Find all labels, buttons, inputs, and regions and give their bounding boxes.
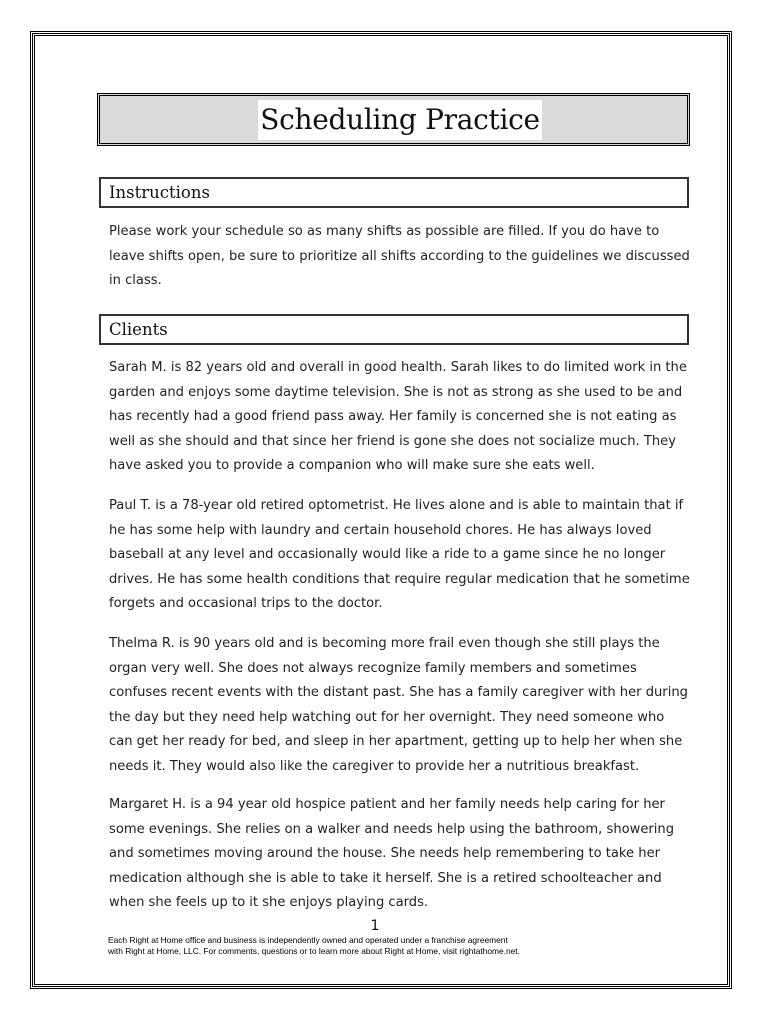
text-line: baseball at any level and occasionally would like a ride to a game since he no longer	[109, 547, 666, 562]
client-paragraph-sarah	[109, 356, 699, 479]
text-line: can get her ready for bed, and sleep in her apartment, getting up to help her when she	[109, 734, 683, 749]
text-line: in class.	[109, 273, 162, 288]
text-line: garden and enjoys some daytime television. She is not as strong as she used to be and	[109, 384, 683, 400]
text-line: some evenings. She relies on a walker and needs help using the bathroom, showering	[109, 821, 675, 837]
client-paragraph-paul	[109, 494, 699, 617]
text-line: forgets and occasional trips to the doctor.	[109, 596, 383, 611]
text-line: leave shifts open, be sure to prioritize all shifts according to the guidelines we discussed	[109, 248, 690, 264]
text-line: the day but they need help watching out for her overnight. They need someone who	[109, 709, 665, 725]
franchise-footer	[108, 935, 668, 957]
text-line: well as she should and that since her friend is gone she does not socialize much. They	[109, 433, 676, 449]
text-line: needs it. They would also like the caregiver to provide her a nutritious breakfast.	[109, 758, 640, 774]
page-title: Scheduling Practice	[258, 100, 542, 140]
text-line: drives. He has some health conditions that require regular medication that he sometime	[109, 571, 690, 587]
instructions-paragraph	[109, 220, 699, 294]
footer-line: Each Right at Home office and business is independently owned and operated under a franchise agreement	[108, 935, 508, 945]
text-line: Paul T. is a 78-year old retired optometrist. He lives alone and is able to maintain that if	[109, 498, 684, 513]
text-line: when she feels up to it she enjoys playing cards.	[109, 895, 429, 910]
client-paragraph-thelma	[109, 632, 699, 779]
text-line: Margaret H. is a 94 year old hospice patient and her family needs help caring for her	[109, 797, 665, 812]
text-line: Thelma R. is 90 years old and is becoming more frail even though she still plays the	[109, 636, 660, 651]
instructions-heading: Instructions	[99, 177, 689, 208]
page-number: 1	[370, 918, 380, 934]
footer-line: with Right at Home, LLC. For comments, questions or to learn more about Right at Home, visit rightathome.net.	[108, 946, 520, 956]
title-banner	[97, 93, 690, 146]
text-line: have asked you to provide a companion who will make sure she eats well.	[109, 458, 595, 473]
text-line: he has some help with laundry and certain household chores. He has always loved	[109, 522, 652, 538]
text-line: Please work your schedule so as many shifts as possible are filled. If you do have to	[109, 224, 660, 239]
text-line: organ very well. She does not always recognize family members and sometimes	[109, 660, 637, 676]
clients-heading: Clients	[99, 314, 689, 345]
text-line: medication although she is able to take it herself. She is a retired schoolteacher and	[109, 870, 662, 886]
text-line: and sometimes moving around the house. She needs help remembering to take her	[109, 846, 661, 861]
client-paragraph-margaret	[109, 793, 699, 916]
text-line: has recently had a good friend pass away. Her family is concerned she is not eating as	[109, 409, 677, 424]
text-line: Sarah M. is 82 years old and overall in good health. Sarah likes to do limited work in the	[109, 360, 687, 375]
text-line: confuses recent events with the distant past. She has a family caregiver with her during	[109, 685, 688, 700]
